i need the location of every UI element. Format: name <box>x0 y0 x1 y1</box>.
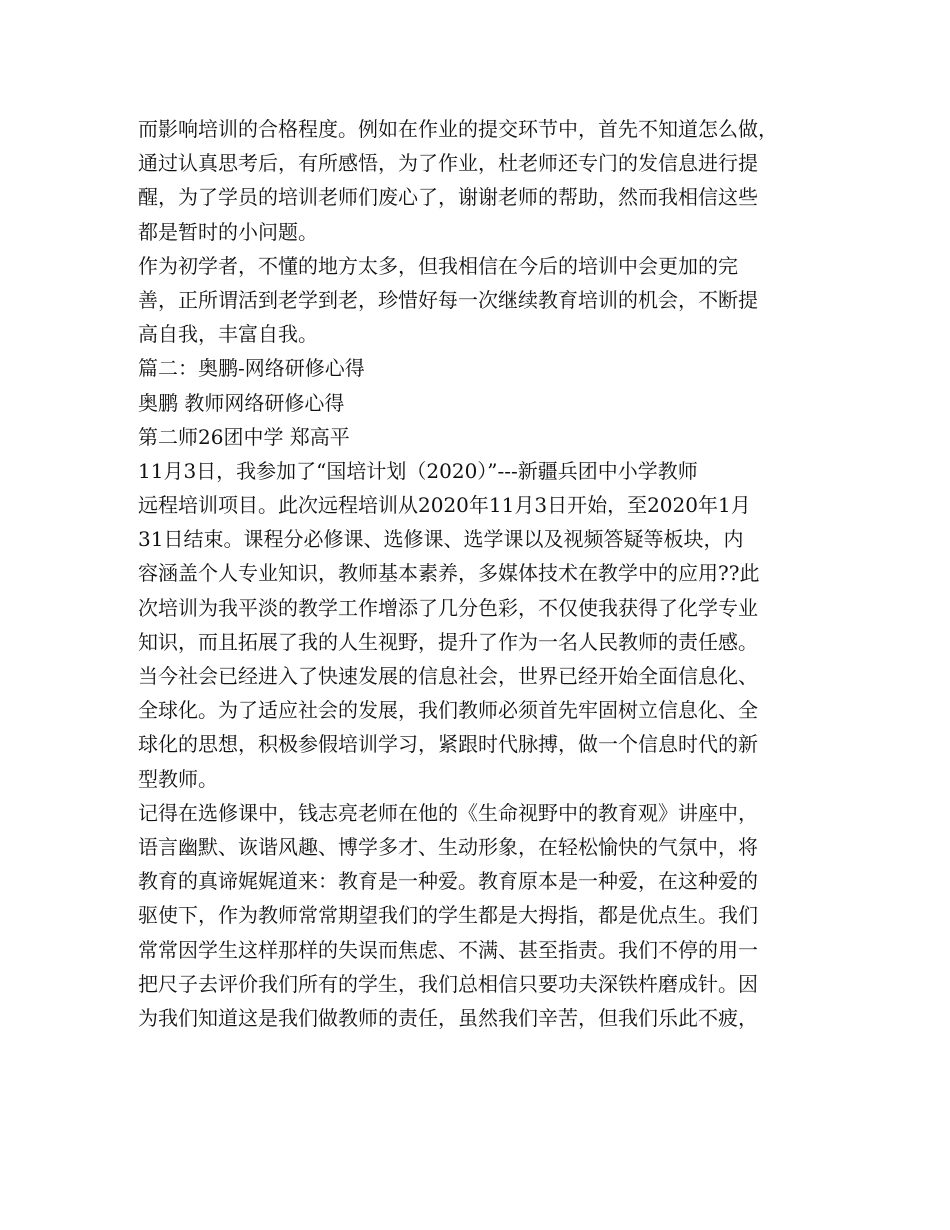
text-line: 球化的思想，积极参假培训学习，紧跟时代脉搏，做一个信息时代的新 <box>138 732 758 757</box>
text-line: 11月3日，我参加了“国培计划（2020）”---新疆兵团中小学教师 <box>138 458 698 483</box>
text-line: 远程培训项目。此次远程培训从2020年11月3日开始，至2020年1月 <box>138 493 751 518</box>
article-title: 奥鹏 教师网络研修心得 <box>138 390 345 415</box>
text-line: 善，正所谓活到老学到老，珍惜好每一次继续教育培训的机会，不断提 <box>138 287 758 312</box>
text-line: 次培训为我平淡的教学工作增添了几分色彩，不仅使我获得了化学专业 <box>138 595 758 620</box>
text-line: 通过认真思考后，有所感悟，为了作业，杜老师还专门的发信息进行提 <box>138 151 758 176</box>
text-line: 把尺子去评价我们所有的学生，我们总相信只要功夫深铁杵磨成针。因 <box>138 971 758 996</box>
text-line: 全球化。为了适应社会的发展，我们教师必须首先牢固树立信息化、全 <box>138 698 758 723</box>
text-line: 常常因学生这样那样的失误而焦虑、不满、甚至指责。我们不停的用一 <box>138 937 758 962</box>
text-line: 容涵盖个人专业知识，教师基本素养，多媒体技术在教学中的应用??此 <box>138 561 760 586</box>
text-line: 当今社会已经进入了快速发展的信息社会，世界已经开始全面信息化、 <box>138 664 758 688</box>
document-body <box>138 112 828 1035</box>
text-line: 型教师。 <box>138 766 218 791</box>
text-line: 教育的真谛娓娓道来：教育是一种爱。教育原本是一种爱，在这种爱的 <box>138 869 758 894</box>
section-heading: 篇二：奥鹏-网络研修心得 <box>138 356 365 381</box>
text-line: 都是暂时的小问题。 <box>138 219 318 244</box>
text-line: 为我们知道这是我们做教师的责任，虽然我们辛苦，但我们乐此不疲， <box>138 1005 758 1030</box>
text-line: 记得在选修课中，钱志亮老师在他的《生命视野中的教育观》讲座中， <box>138 800 758 825</box>
text-line: 作为初学者，不懂的地方太多，但我相信在今后的培训中会更加的完 <box>138 253 738 278</box>
text-line: 驱使下，作为教师常常期望我们的学生都是大拇指，都是优点生。我们 <box>138 903 758 928</box>
text-line: 高自我，丰富自我。 <box>138 322 318 347</box>
author-line: 第二师26团中学 郑高平 <box>138 424 350 449</box>
text-line: 语言幽默、诙谐风趣、博学多才、生动形象，在轻松愉快的气氛中，将 <box>138 834 758 859</box>
text-line: 知识，而且拓展了我的人生视野，提升了作为一名人民教师的责任感。 <box>138 629 758 654</box>
text-line: 而影响培训的合格程度。例如在作业的提交环节中，首先不知道怎么做， <box>138 117 778 141</box>
text-line: 醒，为了学员的培训老师们废心了，谢谢老师的帮助，然而我相信这些 <box>138 185 758 210</box>
text-line: 31日结束。课程分必修课、选修课、选学课以及视频答疑等板块，内 <box>138 527 744 552</box>
